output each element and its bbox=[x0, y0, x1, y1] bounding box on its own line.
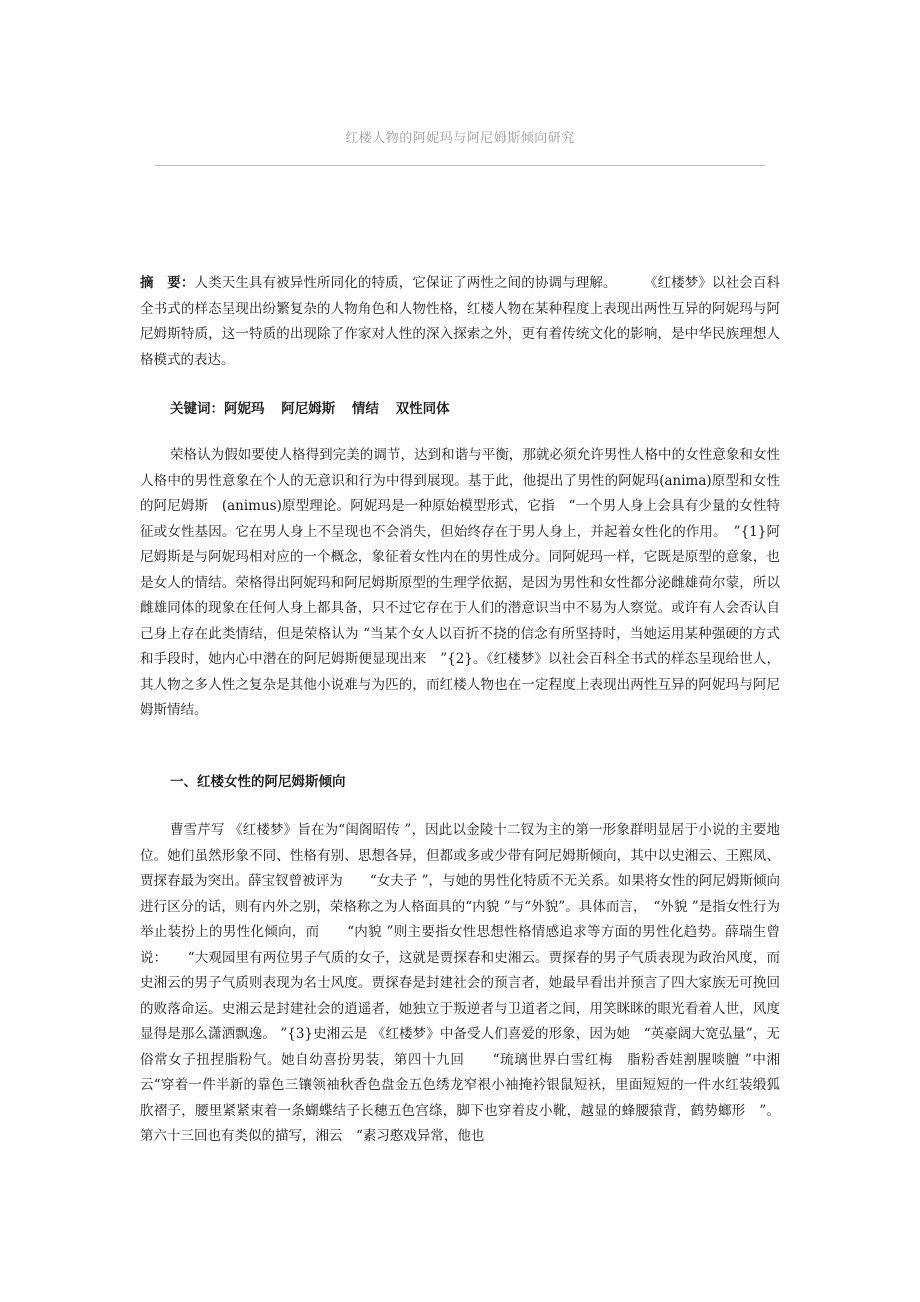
running-header: 红楼人物的阿妮玛与阿尼姆斯倾向研究 bbox=[345, 131, 575, 146]
abstract-paragraph bbox=[140, 271, 780, 373]
keyword-item: 阿妮玛 bbox=[224, 401, 265, 417]
body-paragraph-2: 曹雪芹写 《红楼梦》旨在为“闺阁昭传 ”，因此以金陵十二钗为主的第一形象群明显居于小说的主要地位。她们虽然形象不同、性格有别、思想各异，但都或多或少带有阿尼姆斯倾向，其中以史湘云、王熙凤、贾探春最为突出。薛宝钗曾被评为 “女夫子 ”，与她的男性化特质不无关系。如果将女性的阿尼姆斯倾向进行区分的话，则有内外之别，荣格称之为人格面具的“内貌 ”与“外貌”。具体而言， “外貌 ”是指女性行为举止装扮上的男性化倾向，而 “内貌 ”则主要指女性思想性格情感追求等方面的男性化趋势。薛瑞生曾说： “大观园里有两位男子气质的女子，这就是贾探春和史湘云。贾探春的男子气质表现为政治风度，而史湘云的男子气质则表现为名士风度。贾探春是封建社会的预言者，她最早看出并预言了四大家族无可挽回的败落命运。史湘云是封建社会的逍遥者，她独立于叛逆者与卫道者之间，用笑眯眯的眼光看着人世，风度显得是那么潇洒飘逸。 ”{3}史湘云是 《红楼梦》中备受人们喜爱的形象，因为她 “英豪阔大宽弘量”，无俗常女子扭捏脂粉气。她自幼喜扮男装，第四十九回 “琉璃世界白雪红梅 脂粉香娃割腥啖膻 ”中湘云“穿着一件半新的靠色三镶领袖秋香色盘金五色绣龙窄裉小袖掩衿银鼠短袄，里面短短的一件水红装缎狐肷褶子，腰里紧紧束着一条蝴蝶结子长穗五色宫绦，脚下也穿着皮小靴，越显的蜂腰猿背，鹤势螂形 ”。第六十三回也有类似的描写，湘云 “素习憨戏异常，他也 bbox=[140, 822, 780, 1144]
keyword-item: 情结 bbox=[351, 401, 379, 417]
abstract-label: 摘 要： bbox=[140, 275, 195, 291]
keyword-item: 阿尼姆斯 bbox=[281, 401, 336, 417]
body-paragraph-1: 荣格认为假如要使人格得到完美的调节，达到和谐与平衡，那就必须允许男性人格中的女性意象和女性人格中的男性意象在个人的无意识和行为中得到展现。基于此，他提出了男性的阿妮玛(anima)原型和女性的阿尼姆斯 (animus)原型理论。阿妮玛是一种原始模型形式，它指 “一个男人身上会具有少量的女性特征或女性基因。它在男人身上不呈现也不会消失，但始终存在于男人身上，并起着女性化的作用。 ”{1}阿尼姆斯是与阿妮玛相对应的一个概念，象征着女性内在的男性成分。同阿妮玛一样，它既是原型的意象，也是女人的情结。荣格得出阿妮玛和阿尼姆斯原型的生理学依据，是因为男性和女性都分泌雌雄荷尔蒙，所以雌雄同体的现象在任何人身上都具备，只不过它存在于人们的潜意识当中不易为人察觉。或许有人会否认自己身上存在此类情结，但是荣格认为 “当某个女人以百折不挠的信念有所坚持时，当她运用某种强硬的方式和手段时，她内心中潜在的阿尼姆斯便显现出来 ”{2}。《红楼梦》以社会百科全书式的样态呈现给世人，其人物之多人性之复杂是其他小说难与为匹的，而红楼人物也在一定程度上表现出两性互异的阿妮玛与阿尼姆斯情结。 bbox=[140, 447, 780, 718]
keywords-line bbox=[170, 397, 462, 423]
abstract-text: 人类天生具有被异性所同化的特质，它保证了两性之间的协调与理解。 《红楼梦》以社会百科全书式的样态呈现出纷繁复杂的人物角色和人物性格，红楼人物在某种程度上表现出两性互异的阿妮玛与阿尼姆斯特质，这一特质的出现除了作家对人性的深入探索之外，更有着传统文化的影响，是中华民族理想人格模式的表达。 bbox=[140, 275, 780, 368]
section-heading: 一、红楼女性的阿尼姆斯倾向 bbox=[170, 774, 346, 790]
keywords-label: 关键词： bbox=[170, 401, 224, 417]
keyword-item: 双性同体 bbox=[395, 401, 450, 417]
header-divider bbox=[155, 165, 765, 166]
